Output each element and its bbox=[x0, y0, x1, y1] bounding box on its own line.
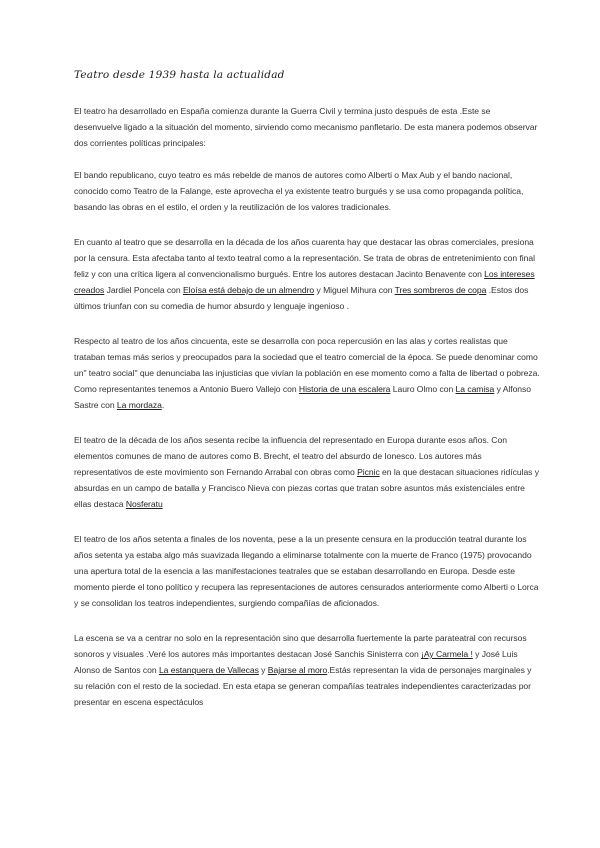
paragraph-1 bbox=[74, 103, 540, 151]
work-title-los-intereses-creados: Los intereses creados bbox=[74, 269, 535, 295]
paragraph-3-text-4: .Estos dos últimos triunfan con su comedia de humor absurdo y lenguaje ingenioso . bbox=[74, 285, 529, 311]
document-title: Teatro desde 1939 hasta la actualidad bbox=[74, 69, 285, 81]
paragraph-4-text-1: Respecto al teatro de los años cincuenta, este se desarrolla con poca repercusión en las alas y cortes realistas que trataban temas más serios y preocupados para la sociedad que el teatro comercial de la época. Se puede denominar como un" teatro social" que denunciaba las injusticias que vivían la población en ese momento como a falta de libertad o pobreza. Como representantes tenemos a Antonio Buero Vallejo con bbox=[74, 336, 540, 394]
paragraph-6-text: El teatro de los años setenta a finales de los noventa, pese a la un presente censura en la producción teatral durante los años setenta ya estaba algo más suavizada llegando a eliminarse totalmente con la muerte de Franco (1975) provocando una apertura total de la esencia a las manifestaciones teatrales que se estaban desarrollando en Europa. Desde este momento pierde el tono político y recupera las representaciones de autores censurados anteriormente como Alberti o Lorca y se consolidan los teatros independientes, surgiendo compañías de aficionados. bbox=[74, 534, 539, 608]
paragraph-5-text-2: en la que destacan situaciones ridículas y absurdas en un campo de batalla y Francisco Nieva con piezas cortas que tratan sobre asuntos más existenciales entre ellas destaca bbox=[74, 467, 540, 509]
work-title-la-estanquera-de-vallecas: La estanquera de Vallecas bbox=[158, 665, 259, 675]
work-title-tres-sombreros-de-copa: Tres sombreros de copa bbox=[394, 285, 487, 295]
paragraph-5 bbox=[74, 432, 540, 512]
paragraph-4-text-4: . bbox=[161, 400, 165, 410]
work-title-ay-carmela: ¡Ay Carmela ! bbox=[421, 649, 473, 659]
work-title-la-mordaza: La mordaza bbox=[116, 400, 162, 410]
paragraph-7-text-3: y bbox=[258, 665, 268, 675]
paragraph-3 bbox=[74, 234, 540, 314]
paragraph-7-text-1: La escena se va a centrar no solo en la representación sino que desarrolla fuertemente la parte parateatral con recursos sonoros y visuales .Veré los autores más importantes destacan José Sanchis Sinisterra con bbox=[74, 633, 527, 659]
paragraph-5-text-1: El teatro de la década de los años sesenta recibe la influencia del representado en Europa durante esos años. Con elementos comunes de mano de autores como B. Brecht, el teatro del absurdo de Ionesco. Los autores más representativos de este movimiento son Fernando Arrabal con obras como bbox=[74, 435, 507, 477]
paragraph-4-text-3: y Alfonso Sastre con bbox=[74, 384, 532, 410]
paragraph-3-text-2: Jardiel Poncela con bbox=[104, 285, 183, 295]
paragraph-2 bbox=[74, 167, 540, 215]
paragraph-1-text: El teatro ha desarrollado en España comienza durante la Guerra Civil y termina justo después de esta .Este se desenvuelve ligado a la situación del momento, sirviendo como mecanismo panfletario. De esta manera podemos observar dos corrientes políticas principales: bbox=[74, 106, 538, 148]
work-title-la-camisa: La camisa bbox=[455, 384, 495, 394]
work-title-historia-de-una-escalera: Historia de una escalera bbox=[298, 384, 391, 394]
paragraph-3-text-3: y Miguel Mihura con bbox=[314, 285, 395, 295]
paragraph-4-text-2: Lauro Olmo con bbox=[390, 384, 456, 394]
work-title-picnic: Picnic bbox=[357, 467, 380, 477]
paragraph-7-text-2: y José Luis Alonso de Santos con bbox=[74, 649, 518, 675]
work-title-eloisa-esta-debajo: Eloísa está debajo de un almendro bbox=[182, 285, 315, 295]
work-title-nosferatu: Nosferatu bbox=[125, 499, 163, 509]
paragraph-6 bbox=[74, 531, 540, 611]
paragraph-3-text-1: En cuanto al teatro que se desarrolla en la década de los años cuarenta hay que destacar las obras comerciales, presiona por la censura. Esta afectaba tanto al texto teatral como a la representación. Se trata de obras de entretenimiento con final feliz y con una crítica ligera al convencionalismo burgués. Entre los autores destacan Jacinto Benavente con bbox=[74, 237, 535, 279]
paragraph-4 bbox=[74, 333, 540, 413]
paragraph-2-text: El bando republicano, cuyo teatro es más rebelde de manos de autores como Alberti o Max Aub y el bando nacional, conocido como Teatro de la Falange, este aprovecha el ya existente teatro burgués y se usa como propaganda política, basando las obras en el estilo, el orden y la reutilización de los valores tradicionales. bbox=[74, 170, 524, 212]
paragraph-7-text-4: .Estás representan la vida de personajes marginales y su relación con el resto de la sociedad. En esta etapa se generan compañías teatrales independientes caracterizadas por presentar en escena espectáculos bbox=[74, 665, 532, 707]
paragraph-7 bbox=[74, 630, 540, 710]
work-title-bajarse-al-moro: Bajarse al moro bbox=[267, 665, 328, 675]
document-body bbox=[74, 103, 540, 729]
